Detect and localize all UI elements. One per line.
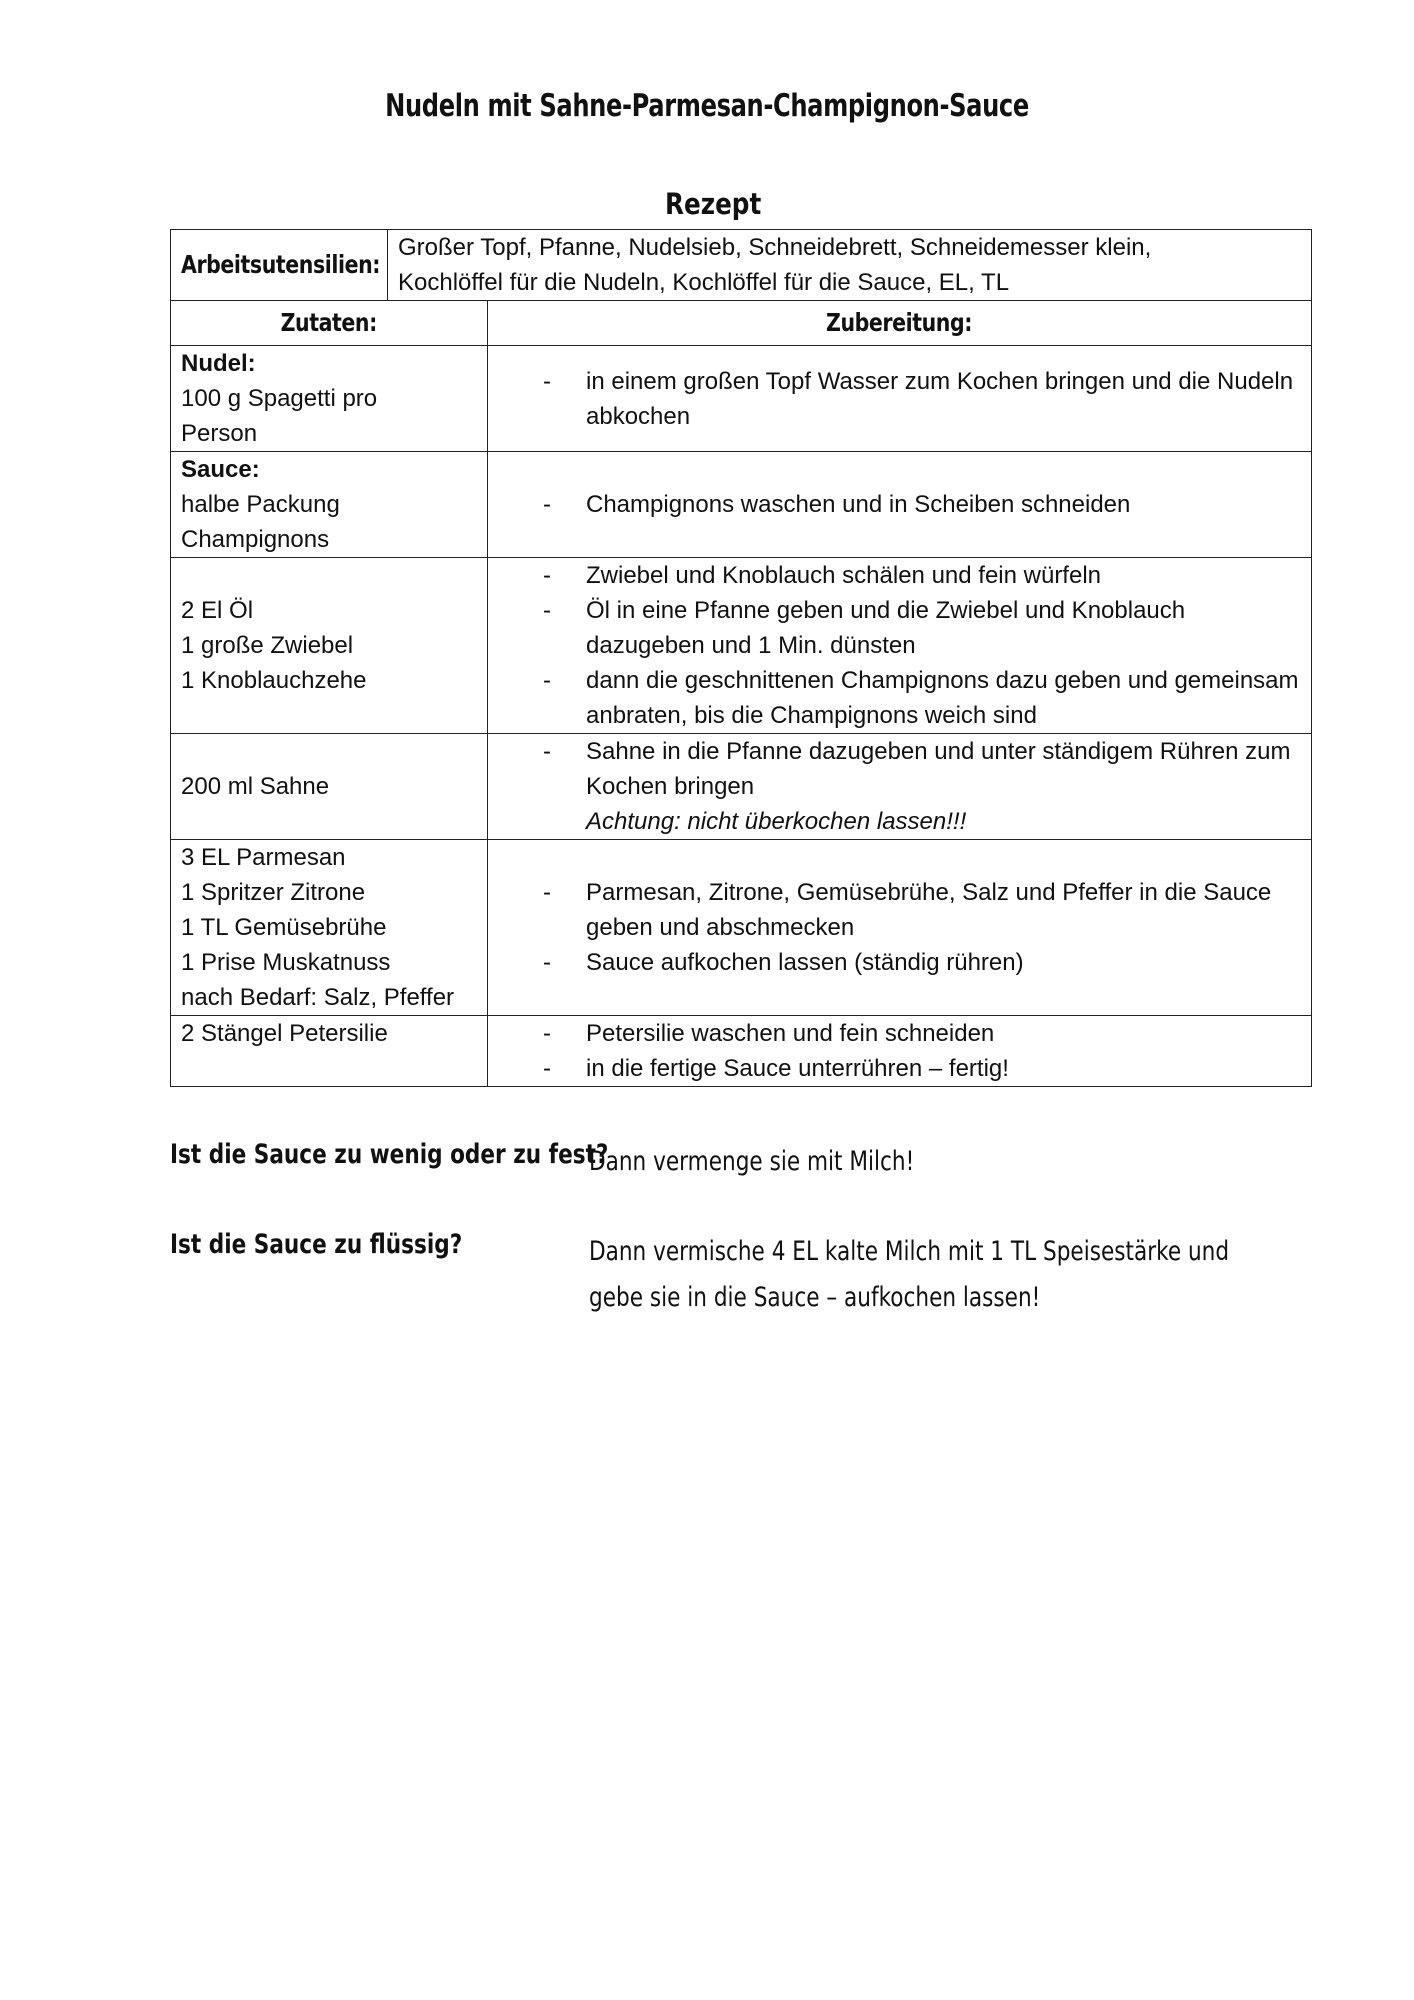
preparation-cell <box>488 840 1312 1016</box>
page-title: Nudeln mit Sahne-Parmesan-Champignon-Sauce <box>385 88 1029 124</box>
recipe-row <box>171 734 1312 840</box>
step-list <box>498 364 1301 434</box>
step-item: - Sauce aufkochen lassen (ständig rühren) <box>498 945 1301 980</box>
recipe-row <box>171 452 1312 558</box>
tools-list-cell <box>388 230 1312 301</box>
ingredient-line: 2 El Öl <box>181 597 254 624</box>
recipe-row <box>171 1016 1312 1087</box>
ingredient-line: 100 g Spagetti pro <box>181 385 378 412</box>
ingredient-line: 1 große Zwiebel <box>181 632 354 659</box>
ingredients-cell <box>171 734 488 840</box>
tip-question: Ist die Sauce zu flüssig? <box>170 1229 463 1260</box>
tools-label: Arbeitsutensilien: <box>181 250 381 279</box>
tools-label-cell <box>171 230 388 301</box>
recipe-table <box>170 229 1312 1087</box>
ingredient-line: 2 Stängel Petersilie <box>181 1020 388 1047</box>
preparation-cell <box>488 734 1312 840</box>
header-row <box>171 301 1312 346</box>
step-list <box>498 734 1301 839</box>
preparation-cell <box>488 558 1312 734</box>
ingredient-line: 1 Knoblauchzehe <box>181 667 367 694</box>
preparation-cell <box>488 452 1312 558</box>
ingredients-cell <box>171 1016 488 1087</box>
preparation-cell <box>488 346 1312 452</box>
step-list <box>498 1016 1301 1086</box>
tip-answer: Dann vermische 4 EL kalte Milch mit 1 TL Speisestärke und gebe sie in die Sauce – aufkochen lassen! <box>589 1236 1230 1313</box>
tools-line: Kochlöffel für die Nudeln, Kochlöffel für die Sauce, EL, TL <box>398 269 1010 296</box>
preparation-header-cell <box>488 301 1312 346</box>
warning-note-text: Achtung: nicht überkochen lassen!!! <box>586 808 967 835</box>
recipe-row <box>171 840 1312 1016</box>
recipe-row <box>171 558 1312 734</box>
step-item: - Petersilie waschen und fein schneiden <box>498 1016 1301 1051</box>
step-list <box>498 558 1301 733</box>
ingredient-line: halbe Packung <box>181 491 340 518</box>
step-item: - in die fertige Sauce unterrühren – fertig! <box>498 1051 1301 1086</box>
ingredient-group-heading: Sauce: <box>181 456 260 483</box>
tools-row <box>171 230 1312 301</box>
preparation-cell <box>488 1016 1312 1087</box>
tip-question: Ist die Sauce zu wenig oder zu fest? <box>170 1139 609 1170</box>
ingredient-line: 1 TL Gemüsebrühe <box>181 914 387 941</box>
step-list <box>498 487 1301 522</box>
ingredients-cell <box>171 346 488 452</box>
ingredient-line: 200 ml Sahne <box>181 773 330 800</box>
ingredients-cell <box>171 452 488 558</box>
ingredient-group-heading: Nudel: <box>181 350 256 377</box>
ingredient-line: nach Bedarf: Salz, Pfeffer <box>181 984 455 1011</box>
ingredients-cell <box>171 840 488 1016</box>
tip-answer: Dann vermenge sie mit Milch! <box>589 1146 915 1177</box>
section-title: Rezept <box>665 187 762 221</box>
warning-note <box>498 804 1301 839</box>
step-item: - Champignons waschen und in Scheiben schneiden <box>498 487 1301 522</box>
ingredient-line: 3 EL Parmesan <box>181 844 346 871</box>
ingredient-line: Person <box>181 420 258 447</box>
step-item: - Öl in eine Pfanne geben und die Zwiebel und Knoblauch dazugeben und 1 Min. dünsten <box>498 593 1301 663</box>
ingredients-header: Zutaten: <box>280 308 378 337</box>
ingredients-header-cell <box>171 301 488 346</box>
preparation-header: Zubereitung: <box>826 308 973 337</box>
ingredient-line: Champignons <box>181 526 330 553</box>
step-item: - in einem großen Topf Wasser zum Kochen bringen und die Nudeln abkochen <box>498 364 1301 434</box>
ingredients-cell <box>171 558 488 734</box>
step-item: - Zwiebel und Knoblauch schälen und fein würfeln <box>498 558 1301 593</box>
step-item: - Parmesan, Zitrone, Gemüsebrühe, Salz und Pfeffer in die Sauce geben und abschmecken <box>498 875 1301 945</box>
step-list <box>498 875 1301 980</box>
ingredient-line: 1 Prise Muskatnuss <box>181 949 391 976</box>
step-item: - Sahne in die Pfanne dazugeben und unter ständigem Rühren zum Kochen bringen <box>498 734 1301 804</box>
ingredient-line: 1 Spritzer Zitrone <box>181 879 366 906</box>
recipe-row <box>171 346 1312 452</box>
step-item: - dann die geschnittenen Champignons dazu geben und gemeinsam anbraten, bis die Champignons weich sind <box>498 663 1301 733</box>
tools-line: Großer Topf, Pfanne, Nudelsieb, Schneidebrett, Schneidemesser klein, <box>398 234 1152 261</box>
